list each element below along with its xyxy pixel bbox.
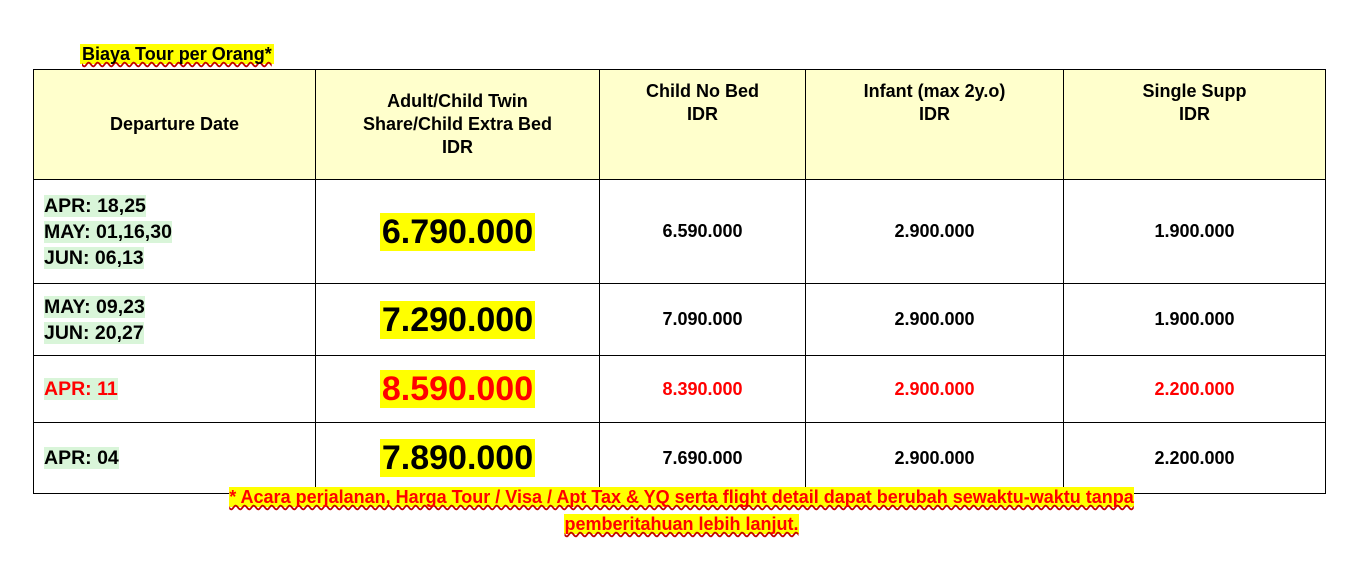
child-no-bed-price-cell: 7.690.000 (600, 423, 806, 494)
header-child-no-bed: Child No Bed IDR (600, 70, 806, 180)
single-supp-price-cell: 1.900.000 (1064, 284, 1326, 356)
header-adult-child-twin: Adult/Child Twin Share/Child Extra Bed IDR (316, 70, 600, 180)
price-section-title: Biaya Tour per Orang* (82, 44, 272, 64)
header-infant: Infant (max 2y.o) IDR (806, 70, 1064, 180)
child-no-bed-price-cell: 7.090.000 (600, 284, 806, 356)
single-supp-price-cell: 2.200.000 (1064, 356, 1326, 423)
infant-price-cell: 2.900.000 (806, 180, 1064, 284)
header-single-supp: Single Supp IDR (1064, 70, 1326, 180)
departure-dates-cell: MAY: 09,23 JUN: 20,27 (34, 284, 316, 356)
header-departure-date: Departure Date (34, 70, 316, 180)
adult-price-cell: 8.590.000 (316, 356, 600, 423)
departure-dates-cell: APR: 18,25 MAY: 01,16,30 JUN: 06,13 (34, 180, 316, 284)
single-supp-price-cell: 2.200.000 (1064, 423, 1326, 494)
infant-price-cell: 2.900.000 (806, 423, 1064, 494)
table-row (34, 180, 1326, 284)
departure-dates-cell: APR: 11 (34, 356, 316, 423)
table-row (34, 423, 1326, 494)
child-no-bed-price-cell: 6.590.000 (600, 180, 806, 284)
price-table (33, 69, 1326, 494)
table-header-row (34, 70, 1326, 180)
departure-dates-cell: APR: 04 (34, 423, 316, 494)
infant-price-cell: 2.900.000 (806, 284, 1064, 356)
table-row (34, 284, 1326, 356)
table-row (34, 356, 1326, 423)
infant-price-cell: 2.900.000 (806, 356, 1064, 423)
child-no-bed-price-cell: 8.390.000 (600, 356, 806, 423)
single-supp-price-cell: 1.900.000 (1064, 180, 1326, 284)
adult-price-cell: 6.790.000 (316, 180, 600, 284)
disclaimer-footnote: * Acara perjalanan, Harga Tour / Visa / Apt Tax & YQ serta flight detail dapat berubah sewaktu-waktu tanpa pemberitahuan lebih lanjut. (229, 487, 1134, 534)
adult-price-cell: 7.290.000 (316, 284, 600, 356)
adult-price-cell: 7.890.000 (316, 423, 600, 494)
